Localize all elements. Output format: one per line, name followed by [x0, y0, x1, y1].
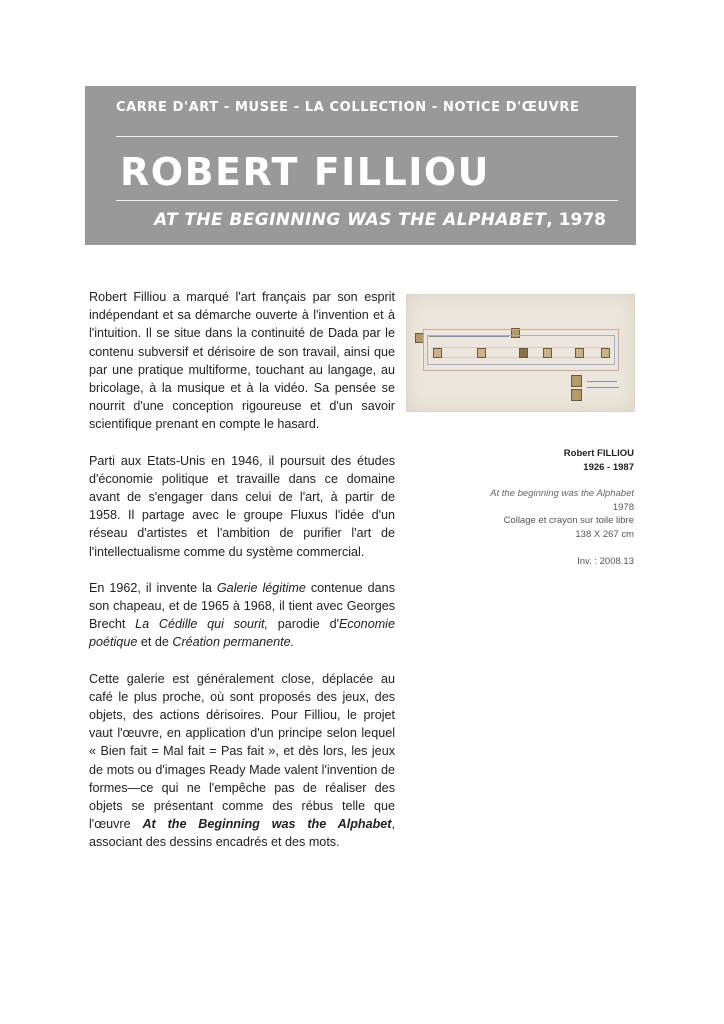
- artwork-box: [519, 348, 528, 358]
- text-run: En 1962, il invente la: [89, 580, 217, 595]
- text-run: parodie d': [268, 617, 339, 632]
- header-rule-bottom: [116, 200, 618, 201]
- notice-header: [85, 86, 636, 245]
- caption-dates: 1926 - 1987: [583, 462, 634, 473]
- text-italic: Economie poétique: [89, 617, 395, 650]
- caption-title: At the beginning was the Alphabet: [490, 488, 634, 499]
- artwork-handwriting: [587, 387, 619, 388]
- caption-inventory: Inv. : 2008.13: [577, 556, 634, 567]
- artwork-box: [433, 348, 442, 358]
- artwork-image: [406, 294, 635, 412]
- text-italic: Création permanente.: [172, 635, 295, 650]
- caption-dimensions: 138 X 267 cm: [575, 529, 634, 540]
- paragraph-2: Parti aux Etats-Unis en 1946, il poursuit des études d'économie politique et travaille dans ce domaine avant de s'engager dans celui de l'art, à partir de 1958. Il partage avec le groupe Fluxus l'idée d'un réseau d'artistes et l'ambition de purifier l'art de l'intellectualisme comme du système commercial.: [89, 453, 395, 559]
- header-kicker: CARRE D'ART - MUSEE - LA COLLECTION - NOTICE D'ŒUVRE: [116, 100, 580, 115]
- artwork-box: [601, 348, 610, 358]
- header-rule-top: [116, 136, 618, 137]
- caption-year: 1978: [612, 502, 634, 513]
- paragraph-4: [89, 670, 395, 852]
- artwork-box: [571, 389, 582, 401]
- text-italic: Galerie légitime: [216, 580, 306, 595]
- notice-body: [89, 288, 395, 870]
- artwork-box: [571, 375, 582, 387]
- text-run: et de: [137, 635, 173, 650]
- artwork-box: [477, 348, 486, 358]
- text-run: Cette galerie est généralement close, déplacée au café le plus proche, où sont proposés des jeux, des objets, des actions dérisoires. Pour Filliou, le projet vaut l'œuvre, en application d'un principe selon lequel « Bien fait = Mal fait = Pas fait », et dès lors, les jeux de mots ou d'images Ready Made valent l'invention de formes—ce qui ne l'empêche pas de réaliser des objets se présentant comme des rébus telle que l'œuvre: [89, 671, 395, 832]
- work-title-line: [154, 210, 606, 230]
- text-italic: La Cédille qui sourit,: [135, 617, 269, 632]
- caption-technique: Collage et crayon sur toile libre: [503, 515, 634, 526]
- caption-artist: Robert FILLIOU: [563, 448, 634, 459]
- work-year: , 1978: [546, 210, 606, 230]
- text-run: , associant des dessins encadrés et des mots.: [89, 817, 395, 850]
- paragraph-1: Robert Filliou a marqué l'art français par son esprit indépendant et sa démarche ouverte à l'invention et à l'intuition. Il se situe dans la continuité de Dada par le contenu subversif et dérisoire de son travail, ainsi que par une pratique multiforme, touchant au langage, au bricolage, à la musique et à la vidéo. Sa pensée se nourrit d'une conception rigoureuse et d'un savoir scientifique prenant en compte le hasard.: [89, 290, 395, 432]
- text-run: contenue dans son chapeau, et de 1965 à 1968, il tient avec Georges Brecht: [89, 580, 395, 632]
- artwork-handwriting: [587, 381, 617, 382]
- artwork-box: [543, 348, 552, 358]
- artist-name: ROBERT FILLIOU: [120, 150, 491, 194]
- work-title: AT THE BEGINNING WAS THE ALPHABET: [154, 210, 547, 230]
- text-bold-italic: At the Beginning was the Alphabet: [142, 817, 392, 832]
- artwork-box: [575, 348, 584, 358]
- paragraph-3: [89, 579, 395, 652]
